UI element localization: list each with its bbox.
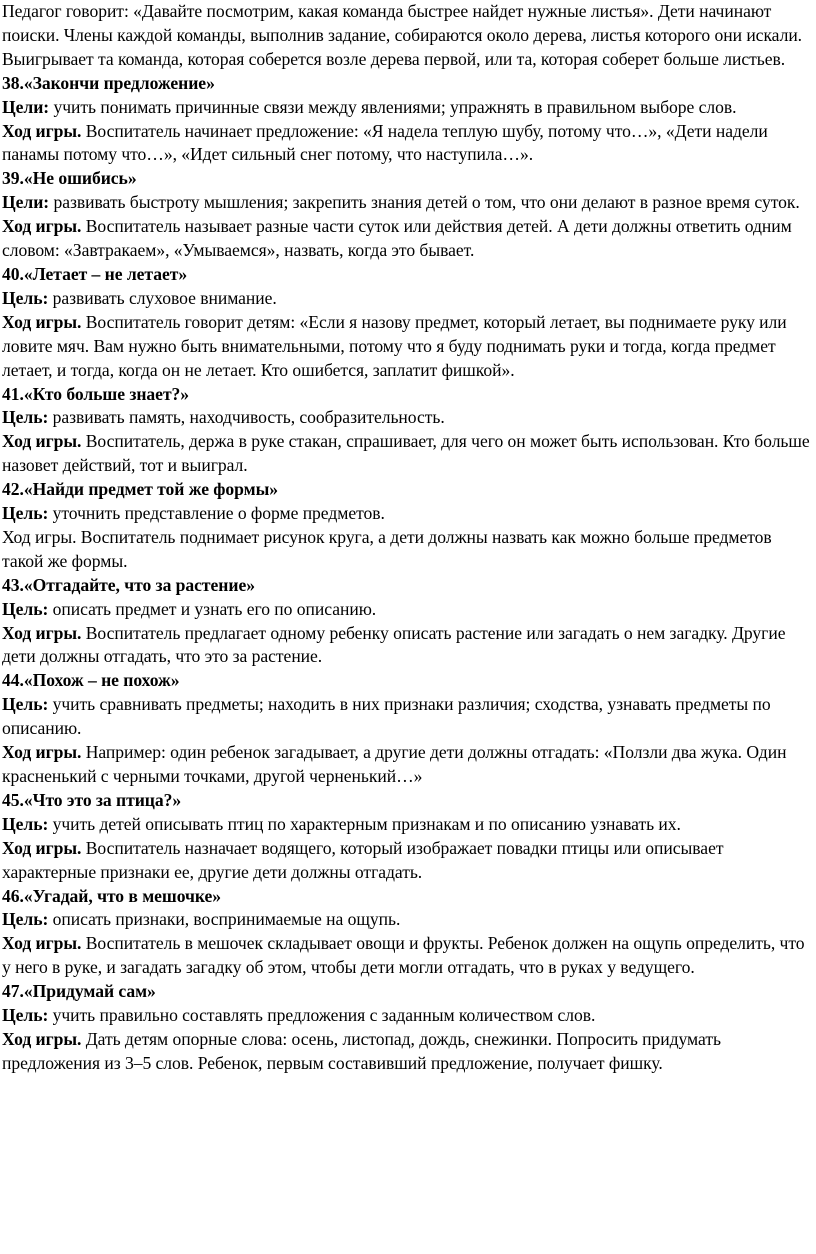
process-label: Ход игры. <box>2 120 82 141</box>
game-title: 42.«Найди предмет той же формы» <box>2 479 279 500</box>
goal-label: Цель: <box>2 1005 49 1026</box>
game-39 <box>2 167 810 263</box>
game-process <box>2 526 810 574</box>
process-text: Воспитатель назначает водящего, который изображает повадки птицы или описывает характерные признаки ее, другие дети должны отгадать. <box>2 837 724 882</box>
game-title: 45.«Что это за птица?» <box>2 789 182 810</box>
goal-label: Цель: <box>2 407 49 428</box>
game-title: 38.«Закончи предложение» <box>2 72 215 93</box>
process-label: Ход игры. <box>2 216 82 237</box>
game-process <box>2 215 810 263</box>
game-process <box>2 1028 810 1076</box>
goal-text: развивать слуховое внимание. <box>48 287 277 308</box>
goal-label: Цель: <box>2 813 49 834</box>
game-title: 47.«Придумай сам» <box>2 981 156 1002</box>
game-goal <box>2 813 810 837</box>
process-text: Дать детям опорные слова: осень, листопад, дождь, снежинки. Попросить придумать предложения из 3–5 слов. Ребенок, первым составивший предложение, получает фишку. <box>2 1028 721 1073</box>
process-text: Воспитатель в мешочек складывает овощи и фрукты. Ребенок должен на ощупь определить, что у него в руке, и загадать загадку об этом, чтобы дети могли отгадать, что в руках у ведущего. <box>2 933 805 978</box>
game-43 <box>2 574 810 670</box>
process-label: Ход игры. <box>2 837 82 858</box>
process-text: Воспитатель предлагает одному ребенку описать растение или загадать о нем загадку. Другие дети должны отгадать, что это за растение. <box>2 622 786 667</box>
game-goal <box>2 502 810 526</box>
goal-text: развивать быстроту мышления; закрепить знания детей о том, что они делают в разное время суток. <box>49 192 800 213</box>
game-title: 40.«Летает – не летает» <box>2 263 188 284</box>
goal-label: Цель: <box>2 598 49 619</box>
goal-label: Цели: <box>2 96 50 117</box>
game-title: 44.«Похож – не похож» <box>2 670 180 691</box>
process-text: Ход игры. Воспитатель поднимает рисунок круга, а дети должны назвать как можно больше предметов такой же формы. <box>2 526 772 571</box>
goal-text: учить сравнивать предметы; находить в них признаки различия; сходства, узнавать предметы по описанию. <box>2 694 771 739</box>
goal-label: Цель: <box>2 287 49 308</box>
game-goal <box>2 287 810 311</box>
process-text: Воспитатель говорит детям: «Если я назову предмет, который летает, вы поднимаете руку или ловите мяч. Вам нужно быть внимательными, потому что я буду поднимать руки и тогда, когда предмет летает, и тогда, когда он не летает. Кто ошибется, заплатит фишкой». <box>2 311 787 380</box>
goal-label: Цели: <box>2 192 50 213</box>
game-process <box>2 311 810 383</box>
game-process <box>2 932 810 980</box>
game-goal <box>2 598 810 622</box>
game-45 <box>2 789 810 885</box>
goal-label: Цель: <box>2 694 49 715</box>
game-title: 39.«Не ошибись» <box>2 168 137 189</box>
game-process <box>2 120 810 168</box>
game-goal <box>2 1004 810 1028</box>
game-title: 43.«Отгадайте, что за растение» <box>2 574 255 595</box>
intro-paragraph: Выигрывает та команда, которая соберется возле дерева первой, или та, которая соберет больше листьев. <box>2 48 786 69</box>
game-goal <box>2 406 810 430</box>
game-goal <box>2 908 810 932</box>
process-label: Ход игры. <box>2 311 82 332</box>
goal-label: Цель: <box>2 909 49 930</box>
goal-text: учить правильно составлять предложения с заданным количеством слов. <box>48 1005 596 1026</box>
game-goal <box>2 96 810 120</box>
goal-text: развивать память, находчивость, сообразительность. <box>48 407 445 428</box>
process-label: Ход игры. <box>2 742 82 763</box>
goal-label: Цель: <box>2 503 49 524</box>
game-42 <box>2 478 810 574</box>
process-label: Ход игры. <box>2 1028 82 1049</box>
process-label: Ход игры. <box>2 933 82 954</box>
goal-text: описать признаки, воспринимаемые на ощупь. <box>48 909 401 930</box>
goal-text: описать предмет и узнать его по описанию. <box>48 598 377 619</box>
game-44 <box>2 669 810 789</box>
game-40 <box>2 263 810 383</box>
process-text: Например: один ребенок загадывает, а другие дети должны отгадать: «Ползли два жука. Один красненький с черными точками, другой черненький…» <box>2 742 787 786</box>
process-text: Воспитатель называет разные части суток или действия детей. А дети должны ответить одним словом: «Завтракаем», «Умываемся», назвать, когда это бывает. <box>2 216 792 261</box>
game-process <box>2 430 810 478</box>
game-41 <box>2 383 810 479</box>
game-title: 41.«Кто больше знает?» <box>2 383 190 404</box>
intro-paragraph: Педагог говорит: «Давайте посмотрим, какая команда быстрее найдет нужные листья». Дети начинают поиски. Члены каждой команды, выполнив задание, собираются около дерева, листья которого они искали. <box>2 1 803 45</box>
game-47 <box>2 980 810 1076</box>
goal-text: учить детей описывать птиц по характерным признакам и по описанию узнавать их. <box>48 813 681 834</box>
process-text: Воспитатель, держа в руке стакан, спрашивает, для чего он может быть использован. Кто больше назовет действий, тот и выиграл. <box>2 431 810 476</box>
game-process <box>2 622 810 670</box>
game-title: 46.«Угадай, что в мешочке» <box>2 885 222 906</box>
process-label: Ход игры. <box>2 431 82 452</box>
goal-text: учить понимать причинные связи между явлениями; упражнять в правильном выборе слов. <box>49 96 737 117</box>
game-goal <box>2 191 810 215</box>
game-38 <box>2 72 810 168</box>
process-label: Ход игры. <box>2 622 82 643</box>
game-process <box>2 837 810 885</box>
process-text: Воспитатель начинает предложение: «Я надела теплую шубу, потому что…», «Дети надели панамы потому что…», «Идет сильный снег потому, что наступила…». <box>2 120 768 165</box>
goal-text: уточнить представление о форме предметов. <box>48 503 385 524</box>
game-goal <box>2 693 810 741</box>
game-process <box>2 741 810 789</box>
game-46 <box>2 885 810 981</box>
